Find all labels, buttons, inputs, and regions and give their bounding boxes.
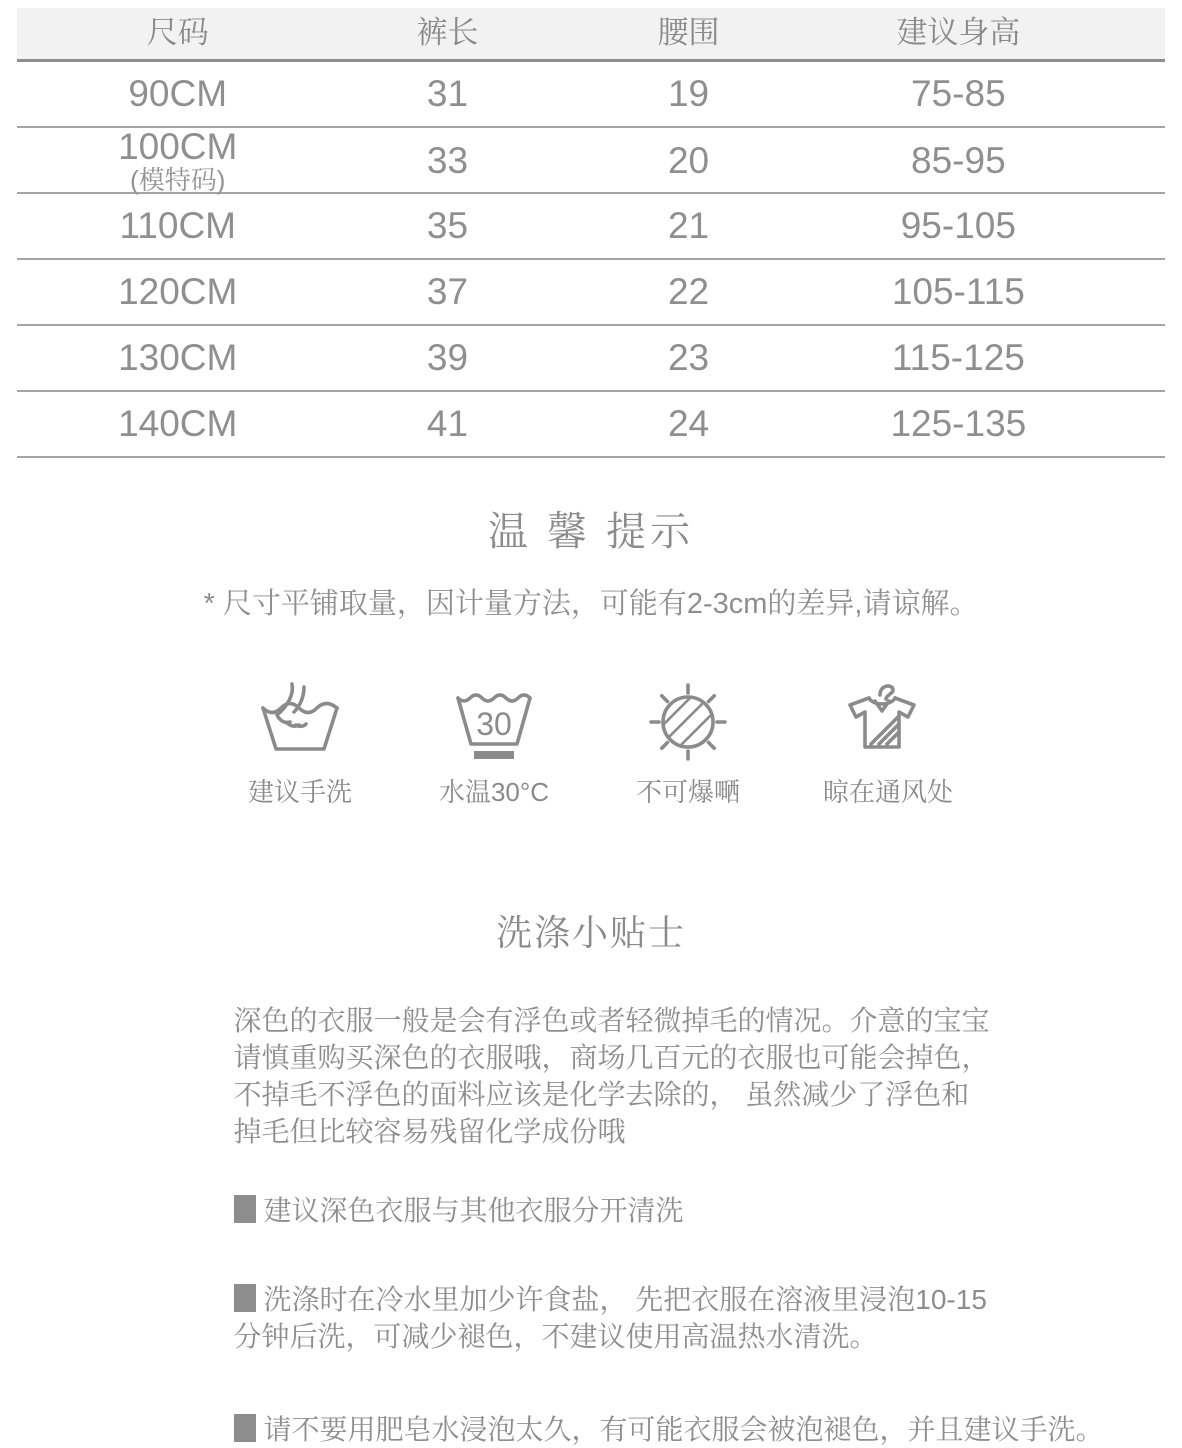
waist-cell: 24 <box>667 402 710 444</box>
size-table-header <box>17 8 1165 62</box>
hand-wash-icon <box>256 678 344 766</box>
size-value: 120CM <box>118 270 238 312</box>
wash-tips-title: 洗涤小贴士 <box>495 912 686 953</box>
size-value: 140CM <box>118 402 238 444</box>
wash-paragraph-line: 不掉毛不浮色的面料应该是化学去除的， 虽然减少了浮色和 <box>233 1079 970 1110</box>
pants-length-cell: 37 <box>426 270 469 312</box>
ventilate-dry-icon <box>838 678 926 766</box>
pants-length-cell: 33 <box>426 139 469 181</box>
size-table <box>17 8 1165 458</box>
bullet-square-icon <box>234 1284 256 1312</box>
bullet-text: 洗涤时在冷水里加少许食盐， 先把衣服在溶液里浸泡10-15 <box>263 1284 987 1315</box>
pants-length-cell: 39 <box>426 336 469 378</box>
size-cell <box>17 72 338 114</box>
wash-bullet <box>234 1411 1104 1448</box>
height-cell: 125-135 <box>890 402 1027 444</box>
care-label: 晾在通风处 <box>823 777 954 807</box>
height-cell: 85-95 <box>911 139 1006 181</box>
care-item-ventilate <box>823 678 954 809</box>
waist-cell: 20 <box>667 139 710 181</box>
size-note: (模特码) <box>130 164 226 195</box>
bullet-square-icon <box>234 1414 256 1442</box>
care-item-no-sun <box>629 678 747 809</box>
table-row <box>17 260 1165 326</box>
height-cell: 95-105 <box>900 204 1016 246</box>
size-cell <box>17 270 338 312</box>
care-label: 不可爆嗮 <box>635 777 740 807</box>
care-label: 水温30°C <box>438 777 550 807</box>
temp-underline <box>474 751 514 759</box>
size-value: 100CM <box>118 126 238 167</box>
wash-paragraph-line: 请慎重购买深色的衣服哦，商场几百元的衣服也可能会掉色， <box>233 1042 990 1073</box>
pants-length-cell: 35 <box>426 204 469 246</box>
bullet-text: 建议深色衣服与其他衣服分开清洗 <box>263 1195 684 1226</box>
size-value: 130CM <box>118 336 238 378</box>
bullet-text: 分钟后洗，可减少褪色，不建议使用高温热水清洗。 <box>233 1321 878 1352</box>
no-sun-icon <box>644 678 732 766</box>
table-row <box>17 194 1165 260</box>
care-label: 建议手洗 <box>247 777 352 807</box>
waist-cell: 22 <box>667 270 710 312</box>
table-row <box>17 62 1165 128</box>
size-value: 110CM <box>119 204 236 246</box>
wash-tips-body <box>233 1002 1104 1448</box>
waist-cell: 21 <box>667 204 710 246</box>
column-header-size: 尺码 <box>146 15 209 51</box>
wash-bullet <box>234 1192 949 1229</box>
column-header-pants: 裤长 <box>416 15 479 51</box>
table-row <box>17 392 1165 458</box>
care-item-hand-wash <box>241 678 359 809</box>
waist-cell: 23 <box>667 336 710 378</box>
size-cell <box>17 128 338 194</box>
waist-cell: 19 <box>667 72 710 114</box>
size-cell <box>17 402 338 444</box>
wash-paragraph-line: 深色的衣服一般是会有浮色或者轻微掉毛的情况。介意的宝宝 <box>233 1005 990 1036</box>
table-row <box>17 128 1165 194</box>
wash-bullet <box>233 1281 987 1355</box>
wash-paragraph-line: 掉毛但比较容易残留化学成份哦 <box>233 1116 626 1147</box>
size-cell <box>17 204 338 246</box>
height-cell: 115-125 <box>891 336 1025 378</box>
pants-length-cell: 31 <box>426 72 469 114</box>
size-value: 90CM <box>128 72 228 114</box>
height-cell: 75-85 <box>911 72 1006 114</box>
care-item-water-temp <box>435 678 553 809</box>
care-icons-row <box>0 678 1182 809</box>
size-cell <box>17 336 338 378</box>
height-cell: 105-115 <box>891 270 1025 312</box>
water-temp-icon <box>450 678 538 766</box>
table-row <box>17 326 1165 392</box>
bullet-text: 请不要用肥皂水浸泡太久，有可能衣服会被泡褪色，并且建议手洗。 <box>263 1414 1104 1445</box>
bullet-square-icon <box>234 1195 256 1223</box>
column-header-height: 建议身高 <box>896 15 1021 51</box>
water-temp-value: 30 <box>476 706 512 742</box>
column-header-waist: 腰围 <box>657 15 720 51</box>
measure-disclaimer: * 尺寸平铺取量，因计量方法，可能有2-3cm的差异,请谅解。 <box>203 588 979 620</box>
warm-tips-title: 温 馨 提示 <box>487 510 695 554</box>
pants-length-cell: 41 <box>426 402 469 444</box>
